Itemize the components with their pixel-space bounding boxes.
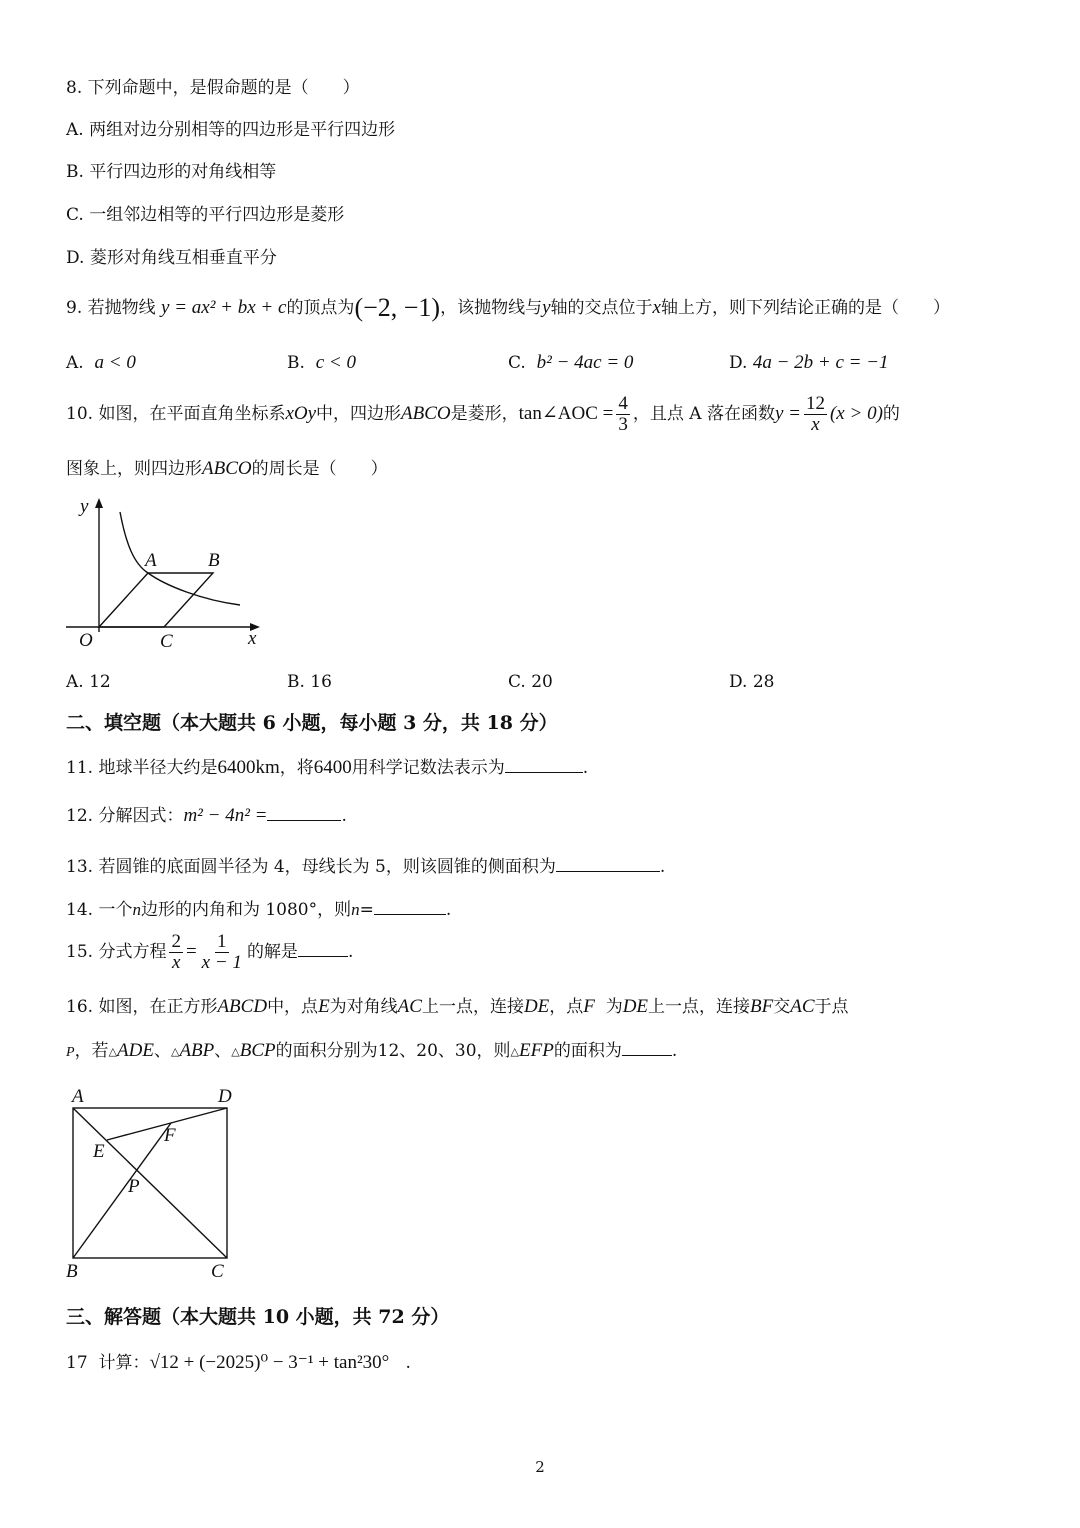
q16-line1: 16. 如图，在正方形ABCD中，点E为对角线AC上一点，连接DE，点F 为DE上一点，连接BF交AC于点 bbox=[66, 996, 849, 1017]
q9-vertex: (−2, −1) bbox=[354, 293, 441, 322]
label-c: C bbox=[211, 1261, 224, 1282]
q10-option-c: C. 20 bbox=[508, 672, 553, 692]
q8-option-a: A. 两组对边分别相等的四边形是平行四边形 bbox=[66, 120, 396, 140]
q12: 12. 分解因式：m² − 4n² = . bbox=[66, 805, 347, 826]
q16-figure bbox=[60, 1082, 246, 1282]
q15-fraction-right: $\frac{1}{x - 1}$ bbox=[201, 931, 242, 973]
label-b: B bbox=[66, 1261, 78, 1282]
label-o: O bbox=[79, 630, 93, 651]
q14-answer-blank bbox=[374, 898, 446, 915]
q9-stem: 9. 若抛物线 y = ax² + bx + c的顶点为(−2, −1)，该抛物线与y轴的交点位于x轴上方，则下列结论正确的是（ ） bbox=[66, 293, 950, 322]
q16-line2: P，若△ADE、△ABP、△BCP的面积分别为12、20、30，则△EFP的面积为 . bbox=[66, 1040, 678, 1061]
q17-expression: √12 + (−2025)⁰ − 3⁻¹ + tan²30° bbox=[149, 1352, 390, 1373]
q10-option-d: D. 28 bbox=[729, 672, 775, 692]
label-b: B bbox=[208, 550, 220, 571]
q10-stem-line2: 图象上，则四边形ABCO的周长是（ ） bbox=[66, 458, 388, 479]
label-c: C bbox=[160, 631, 173, 652]
segment-bf bbox=[73, 1123, 171, 1258]
q12-answer-blank bbox=[267, 804, 341, 821]
q8-stem: 8. 下列命题中，是假命题的是（ ） bbox=[66, 78, 360, 98]
q9-option-a: A. a < 0 bbox=[66, 352, 136, 373]
hyperbola-curve bbox=[120, 512, 240, 605]
q10-func-fraction: $\frac{12}{x}$ bbox=[805, 393, 825, 435]
q15-answer-blank bbox=[298, 940, 348, 957]
q9-equation: y = ax² + bx + c bbox=[161, 297, 287, 318]
section-2-heading: 二、填空题（本大题共 6 小题，每小题 3 分，共 18 分） bbox=[66, 712, 558, 734]
page-number: 2 bbox=[535, 1458, 545, 1476]
q13-answer-blank bbox=[556, 855, 660, 872]
diagonal-ac bbox=[73, 1108, 227, 1258]
q17: 17 计算：√12 + (−2025)⁰ − 3⁻¹ + tan²30° . bbox=[66, 1352, 411, 1373]
label-d: D bbox=[218, 1086, 232, 1107]
q10-stem-line1: 10. 如图，在平面直角坐标系xOy中，四边形ABCO是菱形，tan∠AOC = $\frac{4}{3}$ ，且点 A 落在函数y = $\frac{12}{x}$ (x > 0)的 bbox=[66, 393, 900, 435]
q15-fraction-left: $\frac{2}{x}$ bbox=[171, 931, 181, 973]
q10-option-a: A. 12 bbox=[66, 672, 111, 692]
q9-option-b: B. c < 0 bbox=[287, 352, 356, 373]
label-a: A bbox=[72, 1086, 84, 1107]
label-a: A bbox=[145, 550, 157, 571]
y-axis-arrow bbox=[95, 498, 103, 508]
q13: 13. 若圆锥的底面圆半径为 4，母线长为 5，则该圆锥的侧面积为 . bbox=[66, 857, 666, 877]
q8-option-b: B. 平行四边形的对角线相等 bbox=[66, 162, 277, 182]
label-y: y bbox=[80, 496, 89, 517]
q9-option-d: D. 4a − 2b + c = −1 bbox=[729, 352, 889, 373]
section-3-heading: 三、解答题（本大题共 10 小题，共 72 分） bbox=[66, 1306, 450, 1328]
q11: 11. 地球半径大约是6400km，将6400用科学记数法表示为 . bbox=[66, 757, 589, 778]
label-f: F bbox=[164, 1125, 176, 1146]
q11-answer-blank bbox=[505, 756, 583, 773]
q10-option-b: B. 16 bbox=[287, 672, 332, 692]
rhombus-abco bbox=[99, 573, 213, 627]
label-x: x bbox=[248, 628, 257, 649]
q10-figure bbox=[62, 494, 272, 656]
q8-option-d: D. 菱形对角线互相垂直平分 bbox=[66, 248, 277, 268]
label-p: P bbox=[128, 1176, 140, 1197]
label-e: E bbox=[93, 1141, 105, 1162]
q16-answer-blank bbox=[622, 1039, 672, 1056]
q10-tan-fraction: $\frac{4}{3}$ bbox=[618, 393, 628, 435]
q14: 14. 一个n边形的内角和为 1080°，则n= . bbox=[66, 900, 452, 920]
q8-option-c: C. 一组邻边相等的平行四边形是菱形 bbox=[66, 205, 345, 225]
q15: 15. 分式方程 $\frac{2}{x}$ = $\frac{1}{x - 1}$ 的解是 . bbox=[66, 931, 354, 973]
q9-option-c: C. b² − 4ac = 0 bbox=[508, 352, 634, 373]
